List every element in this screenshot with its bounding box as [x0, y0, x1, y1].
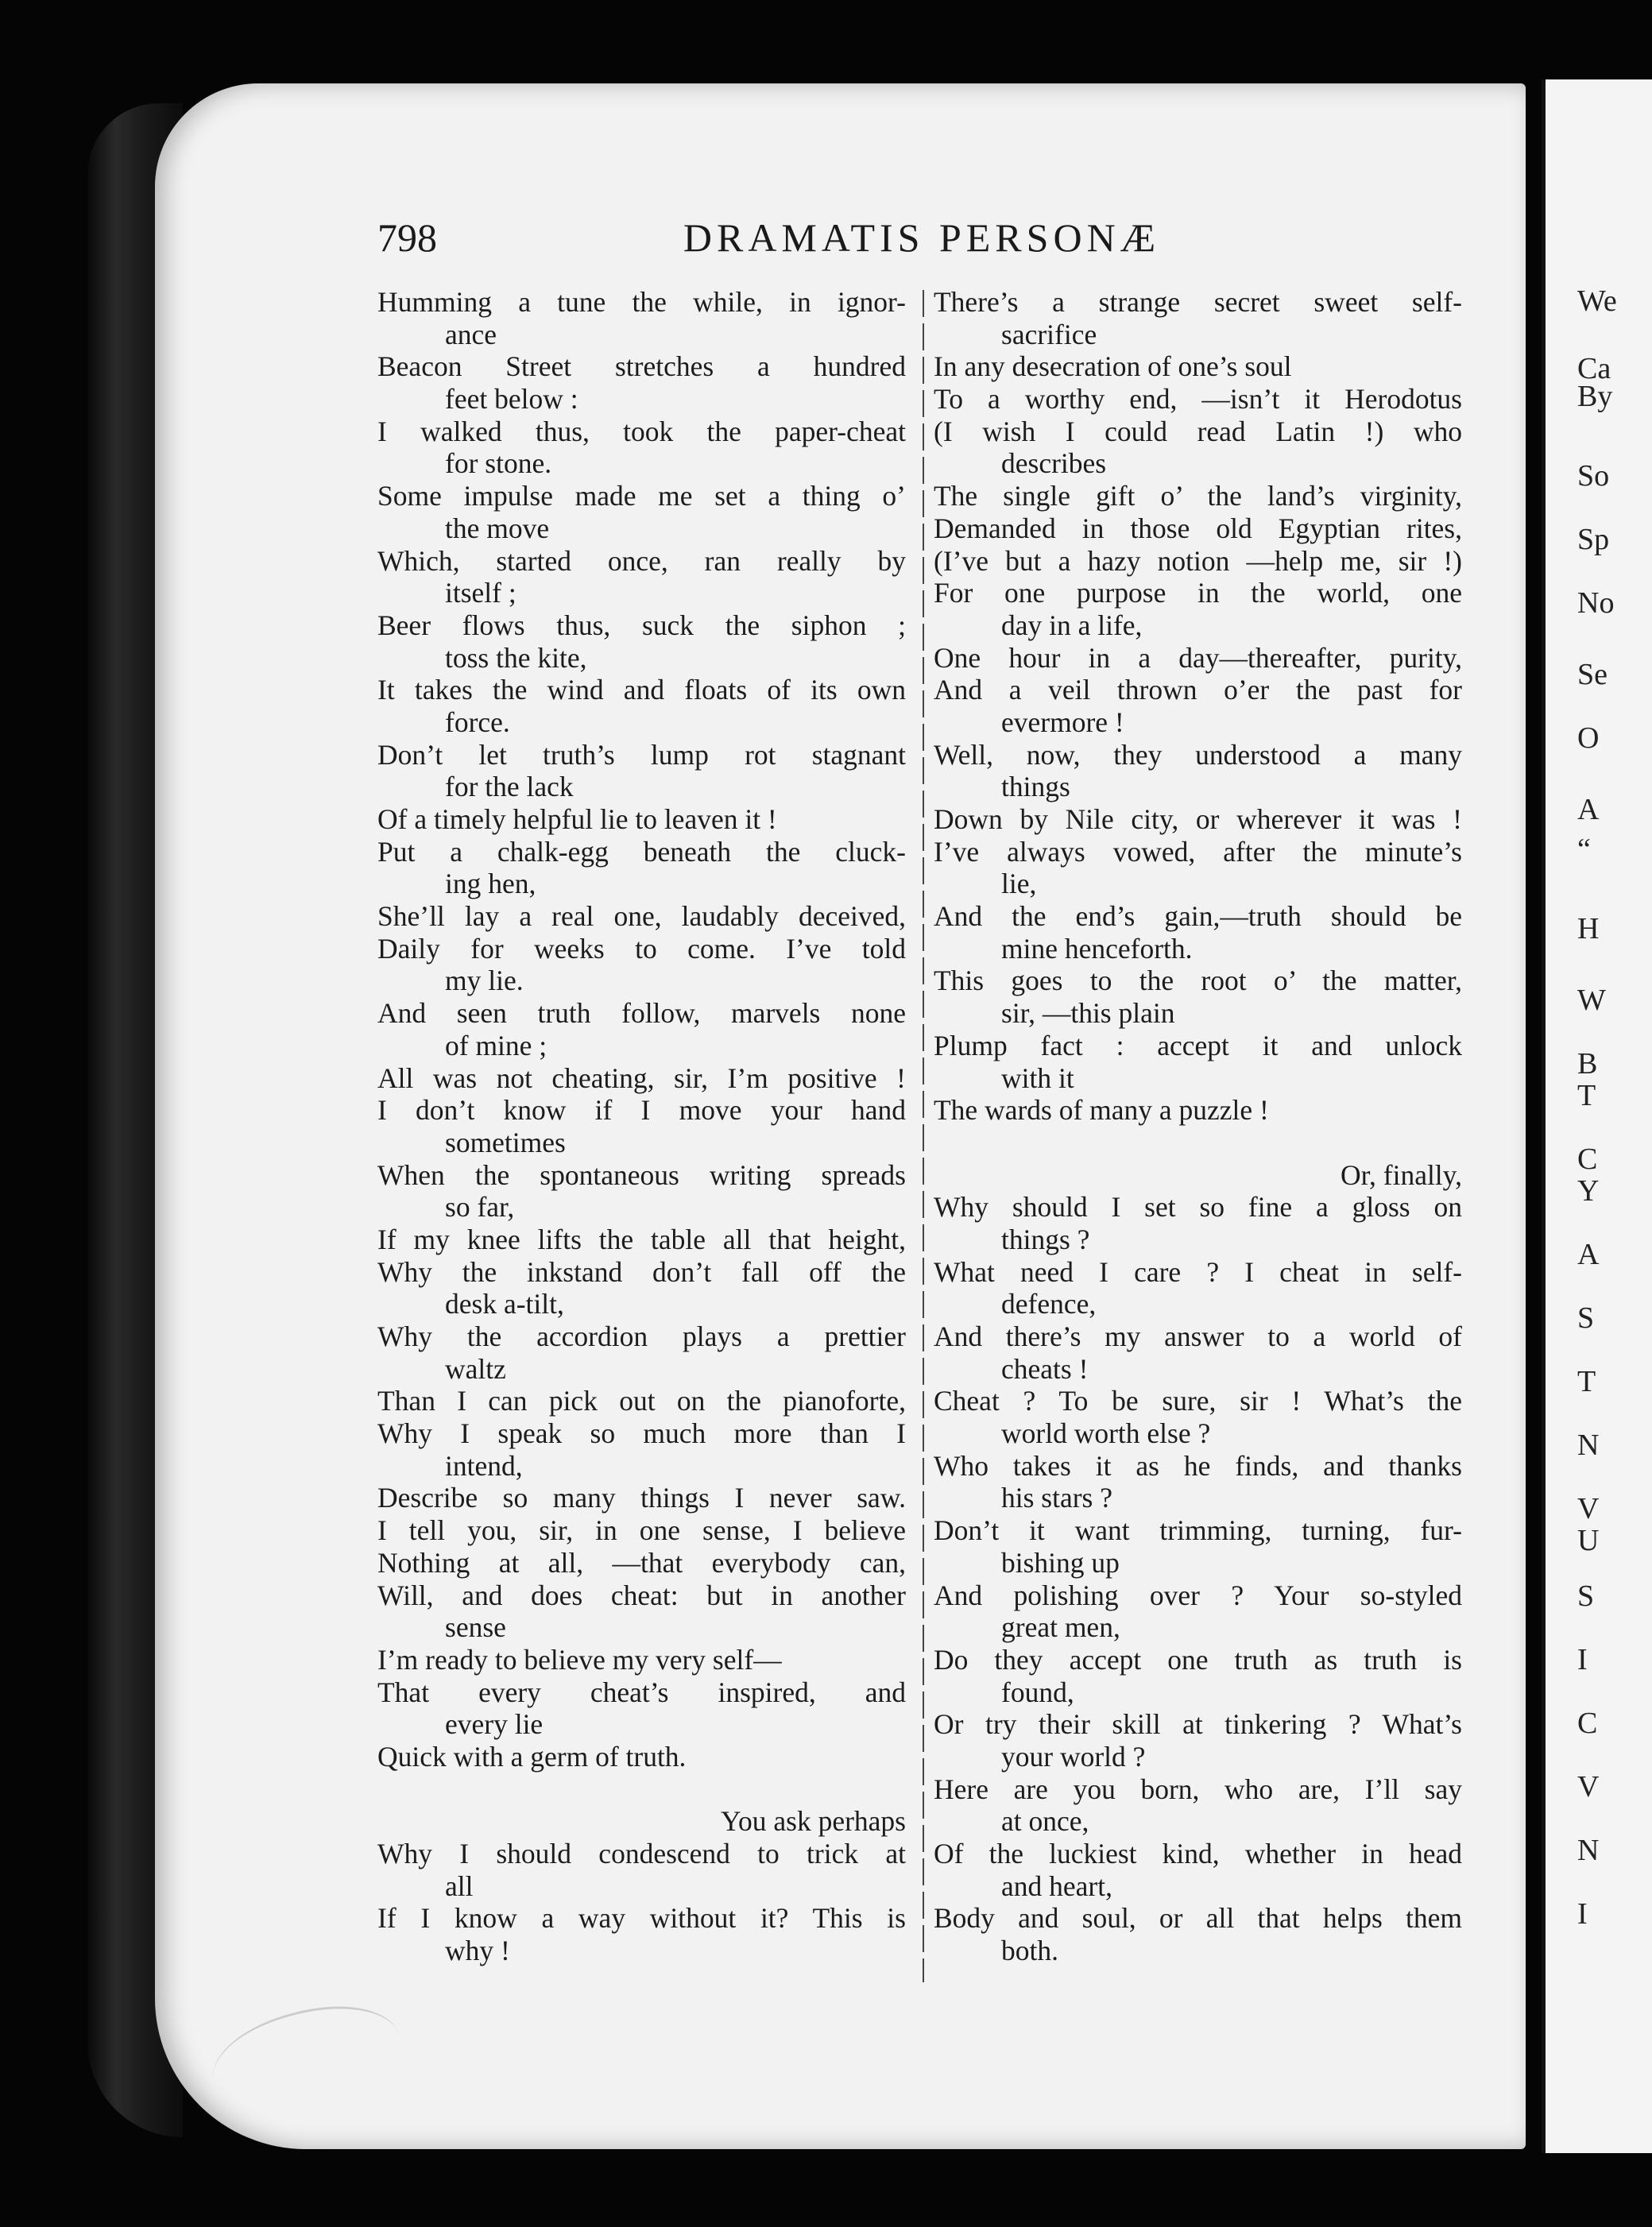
- verse-line: Of a timely helpful lie to leaven it !: [377, 803, 777, 835]
- verse-line: Why I should condescend to trick at: [377, 1838, 906, 1869]
- verse-line: both.: [1001, 1935, 1058, 1967]
- verse-line: with it: [1001, 1061, 1074, 1094]
- verse-line: Will, and does cheat: but in another: [377, 1579, 906, 1611]
- verse-line: If I know a way without it? This is: [377, 1902, 906, 1935]
- verse-line: his stars ?: [1001, 1482, 1113, 1514]
- verse-line: your world ?: [1001, 1740, 1146, 1773]
- verse-line: I’m ready to believe my very self—: [377, 1643, 782, 1676]
- facing-page-fragment: T: [1577, 1079, 1596, 1112]
- facing-page-fragment: A: [1577, 793, 1600, 826]
- verse-line: And seen truth follow, marvels none: [377, 997, 906, 1030]
- verse-line: why !: [445, 1935, 510, 1967]
- verse-line: for the lack: [445, 771, 574, 803]
- verse-line: Cheat ? To be sure, sir ! What’s the: [934, 1385, 1462, 1417]
- verse-line: Beacon Street stretches a hundred: [377, 350, 906, 383]
- verse-line: The single gift o’ the land’s virginity,: [934, 480, 1462, 512]
- verse-line: Of the luckiest kind, whether in head: [934, 1838, 1462, 1869]
- verse-line: day in a life,: [1001, 609, 1143, 641]
- verse-line: every lie: [445, 1708, 544, 1741]
- verse-line: She’ll lay a real one, laudably deceived,: [377, 900, 906, 933]
- verse-line: things ?: [1001, 1223, 1090, 1255]
- verse-line: Who takes it as he finds, and thanks: [934, 1449, 1462, 1482]
- facing-page-fragment: T: [1577, 1365, 1596, 1398]
- verse-line: It takes the wind and floats of its own: [377, 674, 906, 706]
- facing-page-fragment: We: [1577, 284, 1617, 318]
- verse-line: world worth else ?: [1001, 1417, 1211, 1450]
- facing-page-fragment: C: [1577, 1707, 1598, 1740]
- verse-line: There’s a strange secret sweet self-: [934, 286, 1462, 318]
- verse-line: Plump fact : accept it and unlock: [934, 1029, 1462, 1061]
- facing-page-fragment: V: [1577, 1770, 1600, 1804]
- verse-line: I tell you, sir, in one sense, I believe: [377, 1514, 906, 1547]
- page-title: DRAMATIS PERSONÆ: [683, 215, 1161, 260]
- verse-line: (I wish I could read Latin !) who: [934, 415, 1462, 447]
- verse-line: Put a chalk-egg beneath the cluck-: [377, 835, 906, 868]
- verse-line: Body and soul, or all that helps them: [934, 1902, 1462, 1935]
- verse-line: All was not cheating, sir, I’m positive !: [377, 1061, 906, 1094]
- facing-page-fragment: W: [1577, 984, 1606, 1017]
- verse-line: describes: [1001, 447, 1107, 480]
- verse-line: Why the accordion plays a prettier: [377, 1320, 906, 1352]
- verse-line: One hour in a day—thereafter, purity,: [934, 641, 1462, 674]
- verse-line: Don’t let truth’s lump rot stagnant: [377, 738, 906, 771]
- verse-line: cheats !: [1001, 1352, 1089, 1385]
- facing-page-fragment: N: [1577, 1834, 1600, 1867]
- page-number: 798: [377, 215, 437, 260]
- verse-line: at once,: [1001, 1805, 1089, 1838]
- verse-line: all: [445, 1869, 474, 1902]
- verse-line: Why the inkstand don’t fall off the: [377, 1255, 906, 1288]
- verse-line: And polishing over ? Your so-styled: [934, 1579, 1462, 1611]
- verse-line: Beer flows thus, suck the siphon ;: [377, 609, 906, 641]
- verse-line: Humming a tune the while, in ignor-: [377, 286, 906, 318]
- verse-line: In any desecration of one’s soul: [934, 350, 1292, 383]
- page-header: [377, 215, 1466, 270]
- facing-page-fragment: S: [1577, 1301, 1595, 1335]
- verse-line: [934, 1127, 1462, 1159]
- verse-line: itself ;: [445, 577, 516, 609]
- verse-line: desk a-tilt,: [445, 1288, 564, 1320]
- verse-line: so far,: [445, 1191, 515, 1224]
- verse-line: Daily for weeks to come. I’ve told: [377, 932, 906, 965]
- verse-line: mine henceforth.: [1001, 932, 1193, 965]
- verse-line: lie,: [1001, 868, 1037, 900]
- verse-line: The wards of many a puzzle !: [934, 1094, 1269, 1127]
- verse-line: And there’s my answer to a world of: [934, 1320, 1462, 1352]
- verse-line: Well, now, they understood a many: [934, 738, 1462, 771]
- verse-line: and heart,: [1001, 1869, 1112, 1902]
- verse-line: waltz: [445, 1352, 506, 1385]
- verse-line: sacrifice: [1001, 318, 1097, 350]
- verse-line: I walked thus, took the paper-cheat: [377, 415, 906, 447]
- facing-page-fragment: N: [1577, 1429, 1600, 1462]
- verse-line: [377, 1773, 906, 1806]
- facing-page-fragment: By: [1577, 380, 1613, 413]
- verse-line: force.: [445, 706, 510, 738]
- facing-page-fragment: Sp: [1577, 523, 1610, 556]
- verse-line: Why I speak so much more than I: [377, 1417, 906, 1450]
- verse-line: found,: [1001, 1676, 1074, 1708]
- verse-line: sometimes: [445, 1126, 566, 1158]
- verse-line: Demanded in those old Egyptian rites,: [934, 512, 1462, 544]
- verse-line: And the end’s gain,—truth should be: [934, 900, 1462, 933]
- verse-line: To a worthy end, —isn’t it Herodotus: [934, 383, 1462, 416]
- verse-line: Quick with a germ of truth.: [377, 1740, 687, 1773]
- verse-line: the move: [445, 512, 550, 544]
- facing-page-fragment: V: [1577, 1492, 1600, 1525]
- verse-line: feet below :: [445, 383, 578, 416]
- verse-line: Some impulse made me set a thing o’: [377, 480, 906, 512]
- verse-line: (I’ve but a hazy notion —help me, sir !): [934, 544, 1462, 577]
- verse-line: Do they accept one truth as truth is: [934, 1643, 1462, 1676]
- verse-line: Or try their skill at tinkering ? What’s: [934, 1708, 1462, 1741]
- verse-line: This goes to the root o’ the matter,: [934, 965, 1462, 997]
- verse-line: Or, finally,: [1340, 1158, 1462, 1191]
- verse-line: Than I can pick out on the pianoforte,: [377, 1385, 906, 1417]
- facing-page-fragment: U: [1577, 1524, 1600, 1557]
- verse-line: evermore !: [1001, 706, 1124, 738]
- facing-page-fragment: C: [1577, 1142, 1598, 1176]
- verse-line: my lie.: [445, 965, 524, 997]
- verse-line: Down by Nile city, or wherever it was !: [934, 803, 1462, 835]
- verse-line: I’ve always vowed, after the minute’s: [934, 835, 1462, 868]
- facing-page-fragment: I: [1577, 1897, 1588, 1931]
- verse-line: toss the kite,: [445, 641, 587, 674]
- facing-page-fragment: Y: [1577, 1174, 1600, 1208]
- verse-line: intend,: [445, 1449, 523, 1482]
- verse-line: I don’t know if I move your hand: [377, 1094, 906, 1127]
- verse-line: great men,: [1001, 1611, 1120, 1644]
- verse-line: Which, started once, ran really by: [377, 544, 906, 577]
- facing-page-fragment: B: [1577, 1047, 1598, 1081]
- verse-line: When the spontaneous writing spreads: [377, 1158, 906, 1191]
- verse-line: What need I care ? I cheat in self-: [934, 1255, 1462, 1288]
- facing-page-fragment: A: [1577, 1238, 1600, 1271]
- verse-line: things: [1001, 771, 1070, 803]
- column-divider: [923, 290, 924, 1982]
- facing-page-fragment: So: [1577, 459, 1610, 493]
- facing-page-fragment: “: [1577, 833, 1591, 866]
- right-column: [934, 286, 1462, 1967]
- verse-line: For one purpose in the world, one: [934, 577, 1462, 609]
- facing-page-fragment: I: [1577, 1643, 1588, 1676]
- verse-line: And a veil thrown o’er the past for: [934, 674, 1462, 706]
- left-column: [377, 286, 906, 1967]
- verse-line: Describe so many things I never saw.: [377, 1482, 906, 1514]
- verse-line: sense: [445, 1611, 506, 1644]
- verse-line: bishing up: [1001, 1546, 1120, 1579]
- verse-line: sir, —this plain: [1001, 997, 1175, 1030]
- facing-page-fragment: S: [1577, 1579, 1595, 1613]
- facing-page-fragment: H: [1577, 912, 1600, 945]
- verse-line: defence,: [1001, 1288, 1097, 1320]
- verse-line: for stone.: [445, 447, 552, 480]
- verse-line: ance: [445, 318, 497, 350]
- verse-line: If my knee lifts the table all that height,: [377, 1223, 906, 1255]
- verse-line: You ask perhaps: [720, 1805, 906, 1838]
- verse-line: of mine ;: [445, 1029, 547, 1061]
- verse-line: Nothing at all, —that everybody can,: [377, 1546, 906, 1579]
- facing-page-fragment: Ca: [1577, 352, 1611, 385]
- verse-line: ing hen,: [445, 868, 536, 900]
- facing-page-fragment: Se: [1577, 658, 1608, 691]
- verse-line: Don’t it want trimming, turning, fur-: [934, 1514, 1462, 1547]
- verse-line: Why should I set so fine a gloss on: [934, 1191, 1462, 1224]
- facing-page-fragment: No: [1577, 586, 1615, 620]
- verse-line: That every cheat’s inspired, and: [377, 1676, 906, 1708]
- verse-line: Here are you born, who are, I’ll say: [934, 1773, 1462, 1805]
- facing-page-fragment: O: [1577, 721, 1600, 755]
